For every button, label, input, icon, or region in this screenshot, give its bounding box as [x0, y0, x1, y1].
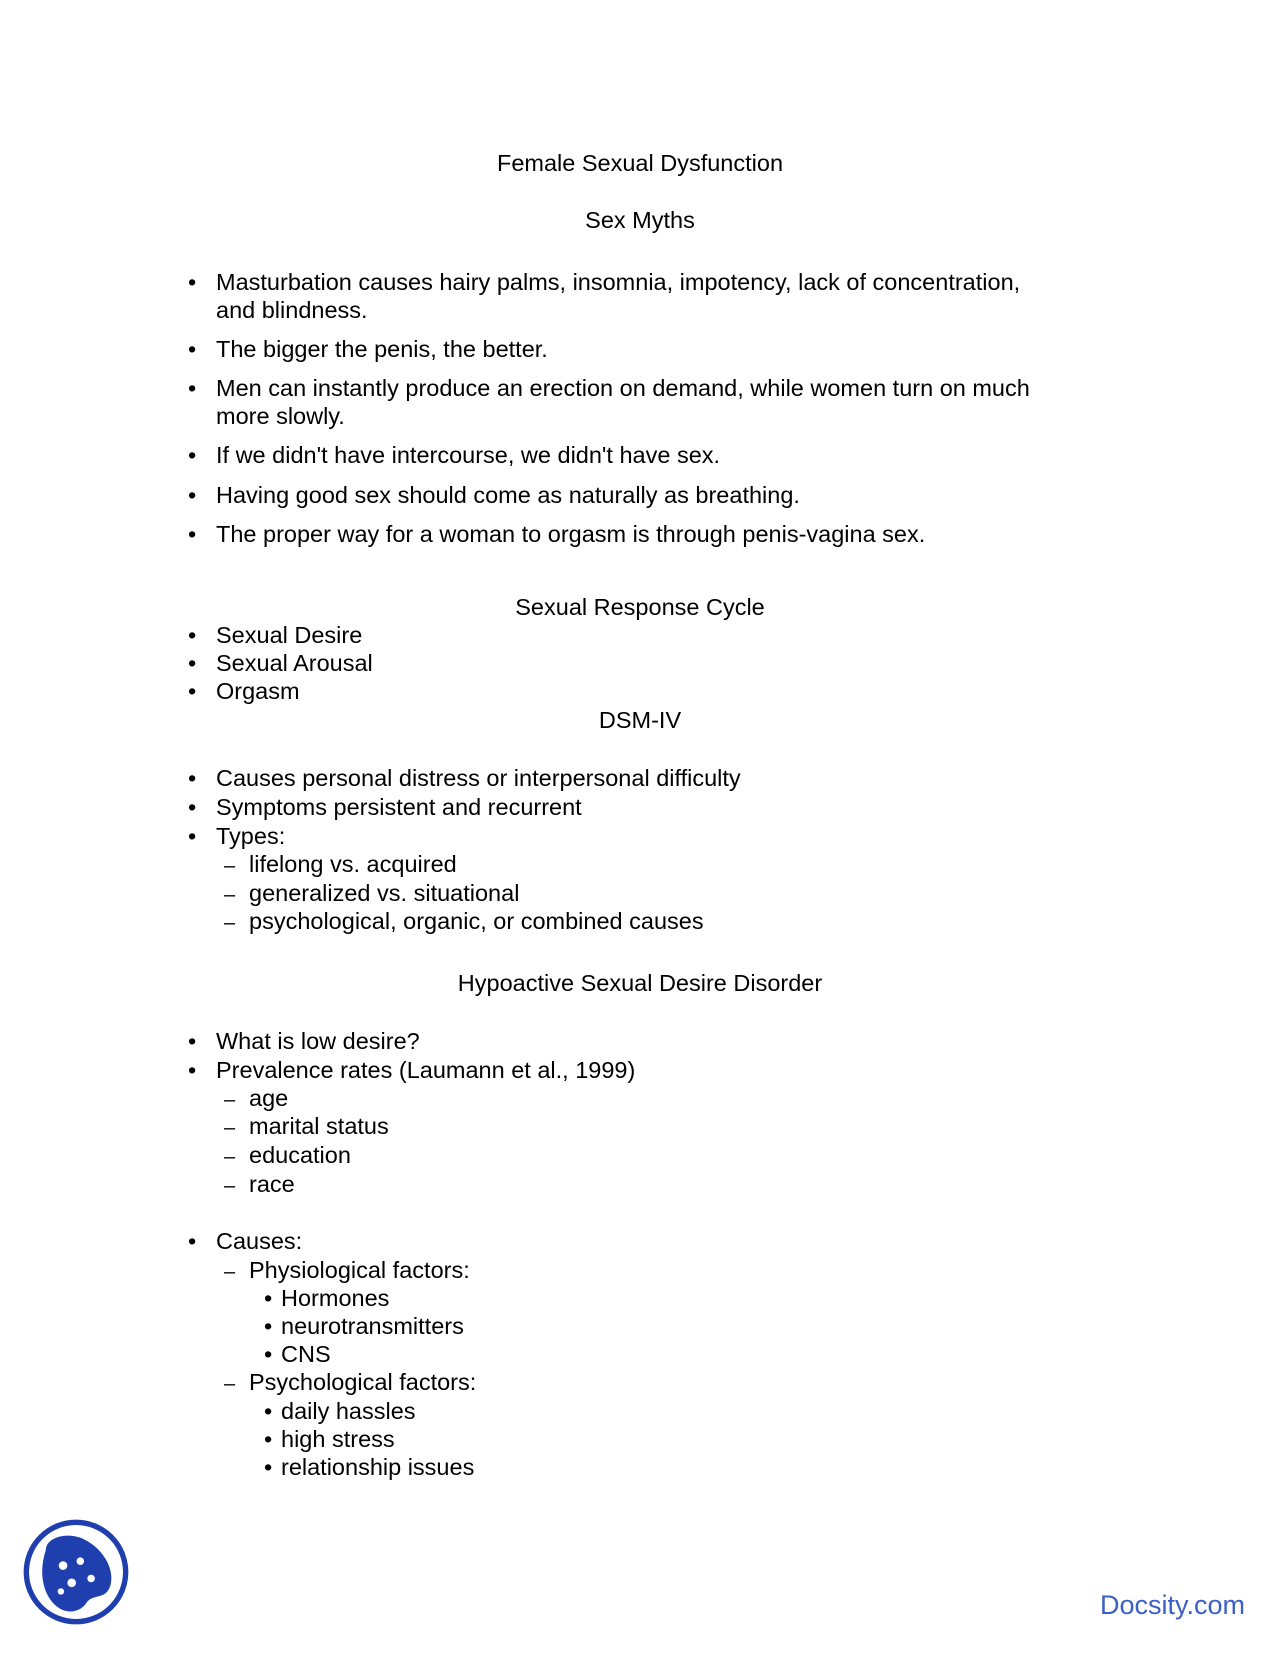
bullet-icon: • [188, 269, 197, 295]
list-item: What is low desire? [216, 1028, 420, 1054]
section-heading-sex-myths: Sex Myths [585, 207, 695, 233]
list-item: Causes personal distress or interpersonal difficulty [216, 765, 741, 791]
section-heading-dsm: DSM-IV [598, 707, 682, 733]
bullet-icon: • [188, 482, 197, 508]
list-item: Symptoms persistent and recurrent [216, 794, 582, 820]
sub-list-item: race [249, 1171, 295, 1197]
list-item: Types: [216, 823, 286, 849]
bullet-icon: • [264, 1454, 273, 1480]
sub-sub-list-item: relationship issues [281, 1454, 475, 1480]
docsity-logo-icon[interactable] [22, 1518, 130, 1626]
list-item: Orgasm [216, 678, 300, 704]
dash-icon: – [224, 912, 236, 934]
bullet-icon: • [188, 521, 197, 547]
dash-icon: – [224, 1089, 236, 1111]
sub-list-item: marital status [249, 1113, 389, 1139]
list-item: Causes: [216, 1228, 303, 1254]
sub-list-item: lifelong vs. acquired [249, 851, 457, 877]
sub-list-item: generalized vs. situational [249, 880, 520, 906]
bullet-icon: • [188, 375, 197, 401]
list-item: If we didn't have intercourse, we didn't have sex. [216, 442, 721, 468]
bullet-icon: • [264, 1426, 273, 1452]
sub-sub-list-item: CNS [281, 1341, 331, 1367]
bullet-icon: • [264, 1341, 273, 1367]
list-item: Sexual Arousal [216, 650, 373, 676]
list-item: Sexual Desire [216, 622, 363, 648]
sub-sub-list-item: daily hassles [281, 1398, 416, 1424]
bullet-icon: • [188, 336, 197, 362]
bullet-icon: • [188, 794, 197, 820]
bullet-icon: • [188, 765, 197, 791]
dash-icon: – [224, 1117, 236, 1139]
docsity-brand-link[interactable]: Docsity.com [1100, 1590, 1246, 1620]
bullet-icon: • [188, 442, 197, 468]
sub-sub-list-item: Hormones [281, 1285, 390, 1311]
section-heading-response-cycle: Sexual Response Cycle [515, 594, 765, 620]
dash-icon: – [224, 855, 236, 877]
page-title: Female Sexual Dysfunction [496, 150, 784, 176]
list-item: Men can instantly produce an erection on demand, while women turn on much [216, 375, 1030, 401]
bullet-icon: • [188, 678, 197, 704]
sub-list-item: education [249, 1142, 351, 1168]
dash-icon: – [224, 1373, 236, 1395]
sub-list-item: Psychological factors: [249, 1369, 477, 1395]
list-item: The proper way for a woman to orgasm is through penis-vagina sex. [216, 521, 926, 547]
dash-icon: – [224, 1261, 236, 1283]
list-item: Masturbation causes hairy palms, insomnia, impotency, lack of concentration, [216, 269, 1021, 295]
list-item-continuation: more slowly. [216, 403, 345, 429]
dash-icon: – [224, 1146, 236, 1168]
sub-sub-list-item: neurotransmitters [281, 1313, 464, 1339]
dash-icon: – [224, 884, 236, 906]
dash-icon: – [224, 1175, 236, 1197]
sub-sub-list-item: high stress [281, 1426, 395, 1452]
sub-list-item: psychological, organic, or combined causes [249, 908, 704, 934]
list-item-continuation: and blindness. [216, 297, 368, 323]
section-heading-hsdd: Hypoactive Sexual Desire Disorder [457, 970, 823, 996]
bullet-icon: • [188, 1028, 197, 1054]
bullet-icon: • [188, 1228, 197, 1254]
bullet-icon: • [188, 650, 197, 676]
bullet-icon: • [188, 1057, 197, 1083]
list-item: The bigger the penis, the better. [216, 336, 548, 362]
bullet-icon: • [264, 1313, 273, 1339]
bullet-icon: • [188, 823, 197, 849]
bullet-icon: • [188, 622, 197, 648]
list-item: Having good sex should come as naturally as breathing. [216, 482, 800, 508]
bullet-icon: • [264, 1398, 273, 1424]
sub-list-item: Physiological factors: [249, 1257, 470, 1283]
bullet-icon: • [264, 1285, 273, 1311]
list-item: Prevalence rates (Laumann et al., 1999) [216, 1057, 636, 1083]
sub-list-item: age [249, 1085, 289, 1111]
